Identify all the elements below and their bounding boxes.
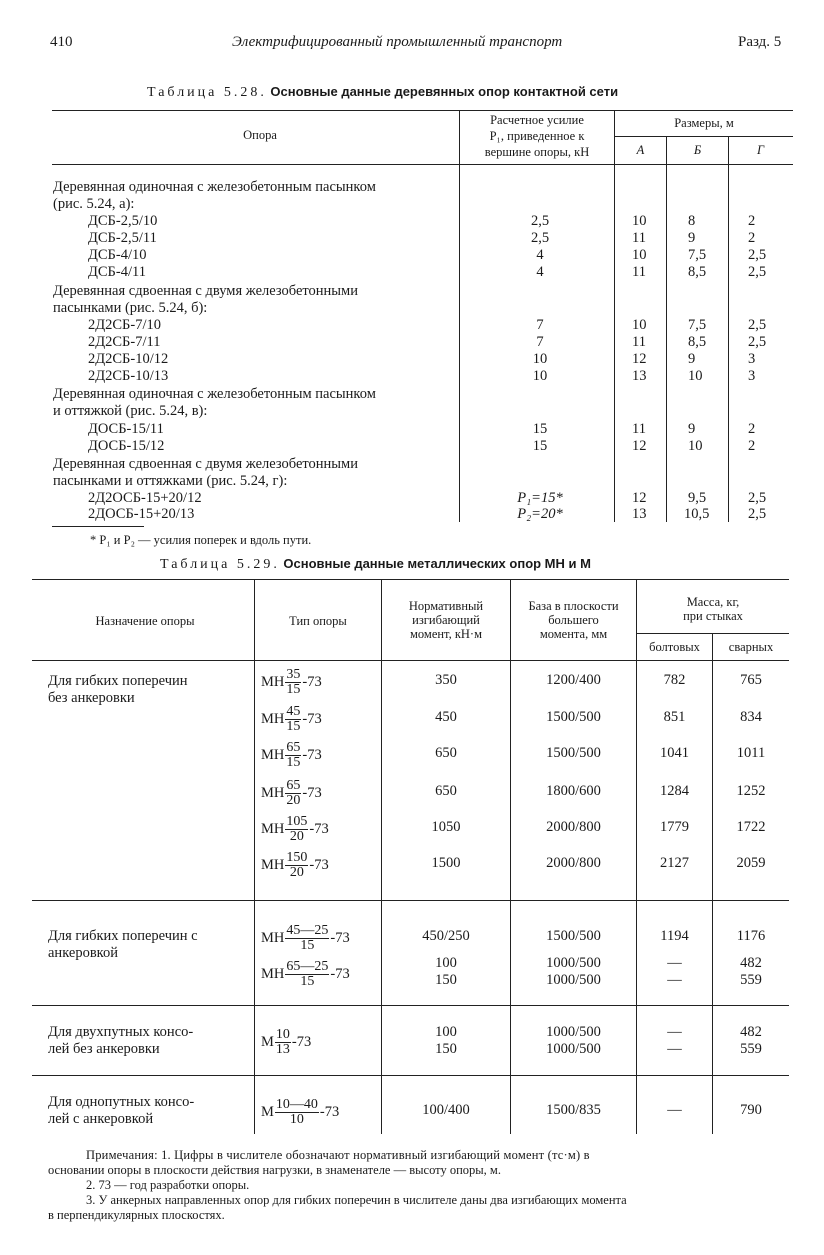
- purpose-line: анкеровкой: [48, 945, 118, 961]
- table-528-title: [147, 84, 618, 101]
- moment: 350: [435, 672, 457, 688]
- row-g: 3: [748, 368, 756, 384]
- note-line: в перпендикулярных плоскостях.: [48, 1208, 225, 1222]
- row-g: 2: [748, 421, 756, 437]
- support-type: МН $\frac{65}{20}$ -73: [261, 778, 322, 808]
- row-b: 9: [688, 230, 696, 246]
- col-header-force-1: Расчетное усилие: [490, 113, 584, 127]
- row-force: 4: [536, 247, 544, 263]
- mass-weld: 482: [740, 955, 762, 971]
- purpose-text: Для гибких поперечин: [48, 673, 188, 689]
- row-g: 2: [748, 230, 756, 246]
- rule: [32, 1005, 789, 1006]
- table-528-footnote: * P₁ и P₂ — усилия поперек и вдоль пути.: [90, 533, 312, 547]
- col-header-a: А: [636, 143, 645, 157]
- row-a: 11: [632, 264, 646, 280]
- row-force: 2,5: [530, 213, 550, 229]
- rule: [459, 110, 460, 522]
- row-g: 2,5: [748, 334, 767, 350]
- row-b: 9: [688, 351, 696, 367]
- row-force: 4: [536, 264, 544, 280]
- row-force: 2,5: [530, 230, 550, 246]
- table-528-caption: Основные данные деревянных опор контактной сети: [270, 84, 619, 99]
- row-g: 2,5: [748, 506, 767, 522]
- rule: [32, 579, 789, 580]
- col-header-mass-1: Масса, кг,: [686, 595, 740, 609]
- row-force: 15: [532, 438, 548, 454]
- support-type: МН $\frac{150}{20}$ -73: [261, 850, 329, 880]
- row-type: ДСБ-2,5/11: [88, 230, 157, 246]
- mass-bolt: 1194: [660, 928, 689, 944]
- col-header-purpose: Назначение опоры: [95, 614, 195, 628]
- row-g: 2,5: [748, 490, 767, 506]
- mass-bolt: —: [667, 972, 682, 988]
- row-b: 9,5: [688, 490, 707, 506]
- moment: 100: [435, 1024, 457, 1040]
- row-type: ДСБ-4/10: [88, 247, 147, 263]
- mass-weld: 834: [740, 709, 762, 725]
- col-header-sizes: Размеры, м: [674, 116, 734, 130]
- base: 1500/500: [546, 928, 601, 944]
- moment: 450: [435, 709, 457, 725]
- row-a: 11: [632, 230, 646, 246]
- row-b: 8: [688, 213, 696, 229]
- row-b: 10: [688, 438, 703, 454]
- group-heading: Деревянная сдвоенная с двумя железобетонными: [53, 283, 358, 299]
- mass-bolt: —: [667, 1041, 682, 1057]
- rule: [32, 1075, 789, 1076]
- mass-bolt: —: [667, 1024, 682, 1040]
- row-g: 3: [748, 351, 756, 367]
- row-type: 2Д2СБ-7/10: [88, 317, 161, 333]
- note-line: основании опоры в плоскости действия нагрузки, в знаменателе — высоту опоры, м.: [48, 1163, 501, 1177]
- group-heading: пасынками (рис. 5.24, б):: [53, 300, 208, 316]
- col-header-base-2: большего: [548, 613, 599, 627]
- mass-weld: 559: [740, 972, 762, 988]
- col-header-moment-3: момент, кН·м: [409, 627, 482, 641]
- rule: [52, 164, 793, 165]
- group-heading: Деревянная сдвоенная с двумя железобетонными: [53, 456, 358, 472]
- base: 1000/500: [546, 1041, 601, 1057]
- moment: 1500: [431, 855, 461, 871]
- row-b: 7,5: [688, 317, 707, 333]
- row-force: 7: [536, 334, 544, 350]
- col-header-mass-2: при стыках: [683, 609, 743, 623]
- base: 1200/400: [546, 672, 601, 688]
- base: 1000/500: [546, 1024, 601, 1040]
- rule: [32, 660, 789, 661]
- row-b: 10,5: [684, 506, 710, 522]
- footnote-rule: [52, 526, 144, 527]
- col-header-base-3: момента, мм: [539, 627, 608, 641]
- table-529-caption: Основные данные металлических опор МН и М: [283, 556, 591, 571]
- row-a: 13: [632, 368, 647, 384]
- row-type: 2Д2СБ-7/11: [88, 334, 161, 350]
- group-heading: пасынками и оттяжками (рис. 5.24, г):: [53, 473, 288, 489]
- rule: [614, 110, 615, 522]
- mass-weld: 1722: [736, 819, 766, 835]
- row-g: 2: [748, 213, 756, 229]
- row-type: ДОСБ-15/11: [88, 421, 164, 437]
- row-a: 11: [632, 334, 646, 350]
- row-type: 2Д2СБ-10/12: [88, 351, 169, 367]
- mass-weld: 559: [740, 1041, 762, 1057]
- note-line: 3. У анкерных направленных опор для гибких поперечин в числителе даны два изгибающих момента: [86, 1193, 627, 1207]
- row-g: 2,5: [748, 317, 767, 333]
- row-force: P₂=20*: [517, 506, 563, 522]
- row-b: 9: [688, 421, 696, 437]
- col-header-bolt: болтовых: [649, 640, 700, 654]
- mass-bolt: 1779: [660, 819, 689, 835]
- col-header-base-1: База в плоскости: [528, 599, 619, 613]
- purpose-line: лей без анкеровки: [48, 1041, 160, 1057]
- mass-weld: 1176: [736, 928, 766, 944]
- rule: [728, 136, 729, 522]
- row-b: 10: [688, 368, 703, 384]
- moment: 650: [435, 783, 457, 799]
- rule: [32, 900, 789, 901]
- moment: 100: [435, 955, 457, 971]
- group-heading: (рис. 5.24, а):: [53, 196, 135, 212]
- row-a: 12: [632, 351, 647, 367]
- page-number: 410: [50, 34, 73, 50]
- row-a: 10: [632, 213, 647, 229]
- mass-weld: 765: [740, 672, 762, 688]
- rule: [614, 136, 793, 137]
- section-label: Разд. 5: [738, 34, 782, 50]
- row-g: 2: [748, 438, 756, 454]
- table-528-label: Таблица 5.28.: [147, 85, 267, 100]
- col-header-type: Тип опоры: [289, 614, 347, 628]
- base: 2000/800: [546, 855, 601, 871]
- mass-weld: 790: [740, 1102, 762, 1118]
- mass-bolt: —: [667, 1102, 682, 1118]
- support-type: МН $\frac{105}{20}$ -73: [261, 814, 329, 844]
- support-type: МН $\frac{35}{15}$ -73: [261, 667, 322, 697]
- col-header-force-2: P₁, приведенное к: [489, 129, 585, 143]
- row-a: 12: [632, 438, 647, 454]
- mass-bolt: 782: [663, 672, 686, 688]
- purpose-line: [48, 673, 246, 690]
- col-header-weld: сварных: [728, 640, 774, 654]
- purpose-line: Для гибких поперечин с: [48, 928, 198, 944]
- mass-bolt: 1041: [660, 745, 689, 761]
- row-b: 8,5: [688, 264, 707, 280]
- mass-weld: 1011: [736, 745, 766, 761]
- row-type: 2Д2ОСБ-15+20/12: [88, 490, 202, 506]
- row-type: ДОСБ-15/12: [88, 438, 165, 454]
- running-title: Электрифицированный промышленный транспорт: [232, 34, 563, 50]
- col-header-support: Опора: [243, 128, 277, 142]
- row-force: 10: [532, 368, 548, 384]
- note-line: Примечания: 1. Цифры в числителе обозначают нормативный изгибающий момент (тс·м) в: [86, 1148, 590, 1162]
- moment: 150: [435, 1041, 457, 1057]
- moment: 100/400: [422, 1102, 470, 1118]
- purpose-line: лей с анкеровкой: [48, 1111, 154, 1127]
- purpose-line: Для однопутных консо-: [48, 1094, 195, 1110]
- moment: 650: [435, 745, 457, 761]
- base: 1500/500: [546, 709, 601, 725]
- purpose-line: без анкеровки: [48, 690, 135, 706]
- table-529-title: [160, 556, 591, 573]
- row-g: 2,5: [748, 247, 767, 263]
- row-type: ДСБ-2,5/10: [88, 213, 158, 229]
- base: 1500/835: [546, 1102, 601, 1118]
- base: 1500/500: [546, 745, 601, 761]
- row-a: 11: [632, 421, 646, 437]
- support-type: М $\frac{10—40}{10}$ -73: [261, 1097, 340, 1127]
- rule: [52, 110, 793, 111]
- rule: [666, 136, 667, 522]
- support-type: МН $\frac{65—25}{15}$ -73: [261, 959, 350, 989]
- moment: 1050: [431, 819, 461, 835]
- rule: [254, 579, 255, 1134]
- mass-bolt: 2127: [660, 855, 689, 871]
- mass-weld: 1252: [736, 783, 766, 799]
- support-type: М $\frac{10}{13}$ -73: [261, 1027, 312, 1057]
- col-header-moment-1: Нормативный: [408, 599, 484, 613]
- mass-bolt: —: [667, 955, 682, 971]
- col-header-g: Г: [756, 143, 765, 157]
- row-force: 15: [532, 421, 548, 437]
- row-a: 10: [632, 317, 647, 333]
- base: 1000/500: [546, 955, 601, 971]
- col-header-moment-2: изгибающий: [412, 613, 480, 627]
- support-type: МН $\frac{65}{15}$ -73: [261, 740, 322, 770]
- row-a: 10: [632, 247, 647, 263]
- moment: 150: [435, 972, 457, 988]
- note-line: 2. 73 — год разработки опоры.: [86, 1178, 250, 1192]
- row-type: 2ДОСБ-15+20/13: [88, 506, 195, 522]
- purpose-line: Для двухпутных консо-: [48, 1024, 194, 1040]
- base: 1800/600: [546, 783, 601, 799]
- table-529-label: Таблица 5.29.: [160, 557, 280, 572]
- base: 2000/800: [546, 819, 601, 835]
- support-type: МН $\frac{45—25}{15}$ -73: [261, 923, 350, 953]
- row-type: ДСБ-4/11: [88, 264, 146, 280]
- group-heading: Деревянная одиночная с железобетонным пасынком: [53, 386, 376, 402]
- row-force: 7: [536, 317, 544, 333]
- mass-bolt: 1284: [660, 783, 689, 799]
- row-a: 12: [632, 490, 647, 506]
- row-a: 13: [632, 506, 647, 522]
- mass-weld: 482: [740, 1024, 762, 1040]
- mass-weld: 2059: [736, 855, 766, 871]
- row-b: 8,5: [688, 334, 707, 350]
- moment: 450/250: [422, 928, 470, 944]
- row-g: 2,5: [748, 264, 767, 280]
- group-heading: и оттяжкой (рис. 5.24, в):: [53, 403, 208, 419]
- group-heading: Деревянная одиночная с железобетонным пасынком: [53, 179, 376, 195]
- row-b: 7,5: [688, 247, 707, 263]
- base: 1000/500: [546, 972, 601, 988]
- col-header-b: Б: [693, 143, 702, 157]
- support-type: МН $\frac{45}{15}$ -73: [261, 704, 322, 734]
- row-force: P₁=15*: [517, 490, 563, 506]
- row-force: 10: [532, 351, 548, 367]
- col-header-force-3: вершине опоры, кН: [484, 145, 590, 159]
- mass-bolt: 851: [663, 709, 686, 725]
- row-type: 2Д2СБ-10/13: [88, 368, 169, 384]
